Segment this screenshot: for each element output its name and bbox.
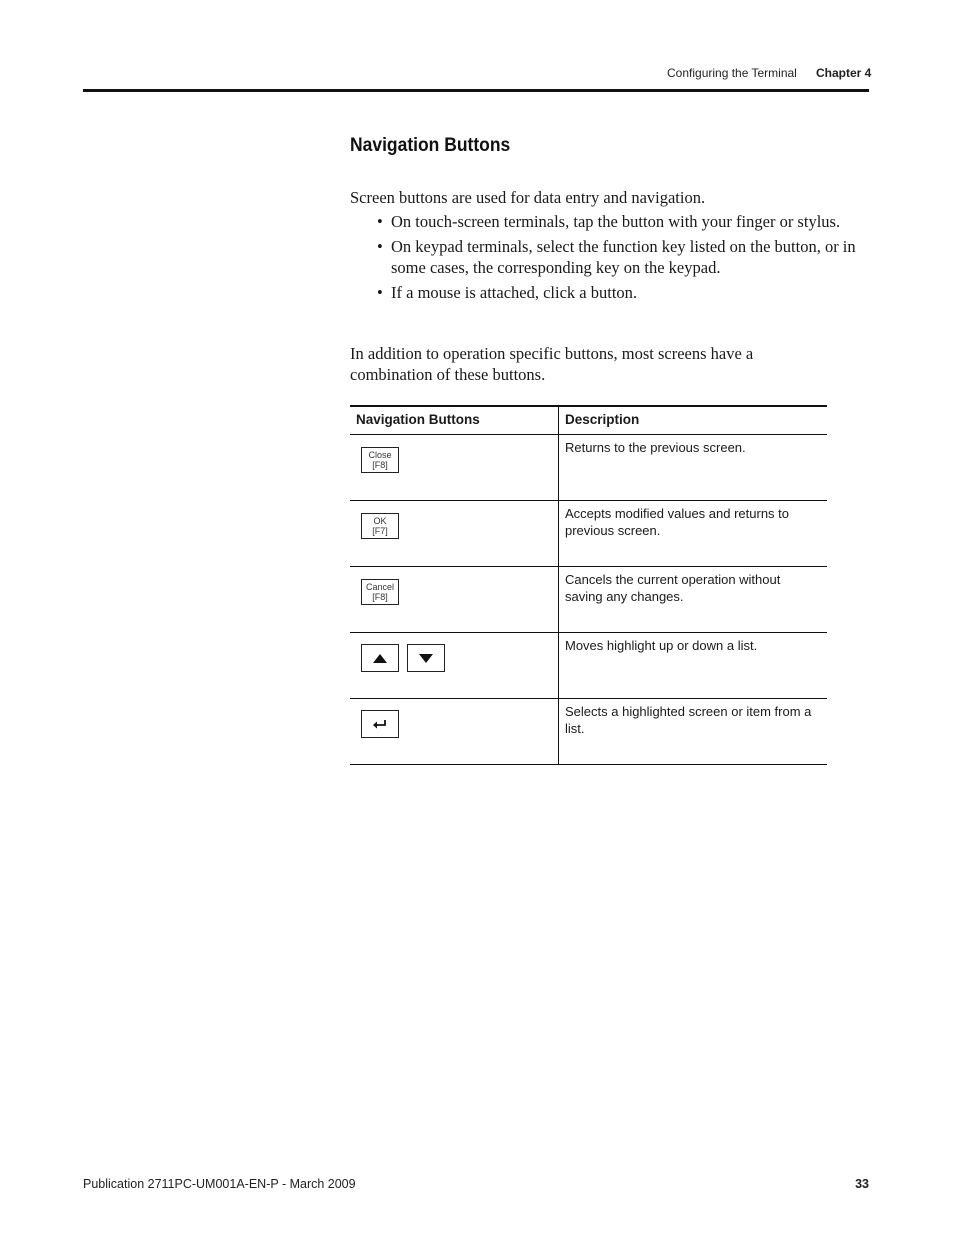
list-item [377,237,872,278]
bullet-icon: • [377,282,383,302]
bullet-text: If a mouse is attached, click a button. [391,282,638,302]
description-cell: Cancels the current operation without saving any changes. [559,567,828,633]
combination-paragraph: In addition to operation specific buttons, most screens have a combination of these buttons. [350,344,754,384]
up-arrow-button[interactable] [361,644,399,672]
description-cell: Selects a highlighted screen or item from a list. [559,699,828,765]
down-arrow-button[interactable] [407,644,445,672]
bullet-text: On keypad terminals, select the function key listed on the button, or in some cases, the corresponding key on the keypad. [391,237,856,277]
button-cell [350,567,559,633]
table-row [350,633,827,699]
running-header-chapter: Chapter 4 [816,66,872,80]
up-arrow-icon [373,654,387,663]
enter-button[interactable] [361,710,399,738]
description-cell: Accepts modified values and returns to previous screen. [559,501,828,567]
bullet-icon: • [377,237,383,256]
section-heading: Navigation Buttons [350,135,511,156]
running-header-section: Configuring the Terminal [667,66,797,80]
list-item [377,212,872,233]
button-label: Cancel [365,582,394,592]
bullet-icon: • [377,212,383,231]
table-header-row [350,406,827,435]
down-arrow-icon [419,654,433,663]
close-button[interactable] [361,447,399,473]
intro-paragraph: Screen buttons are used for data entry and navigation. [350,188,706,207]
description-cell: Moves highlight up or down a list. [559,633,828,699]
table-row [350,699,827,765]
cancel-button[interactable] [361,579,399,605]
header-rule [83,89,869,92]
button-key: [F8] [372,592,388,602]
bullet-text: On touch-screen terminals, tap the button with your finger or stylus. [391,212,841,231]
description-cell: Returns to the previous screen. [559,435,828,501]
table-row [350,435,827,501]
bullet-list [377,212,872,308]
table-row [350,501,827,567]
button-key: [F7] [372,526,388,536]
button-cell [350,699,559,765]
ok-button[interactable] [361,513,399,539]
column-header-description: Description [559,406,828,435]
button-cell [350,435,559,501]
footer-publication: Publication 2711PC-UM001A-EN-P - March 2009 [83,1177,356,1191]
button-label: Close [368,450,392,460]
table-row [350,567,827,633]
enter-return-icon [372,719,388,729]
button-cell [350,501,559,567]
button-cell [350,633,559,699]
button-label: OK [373,516,387,526]
button-key: [F8] [372,460,388,470]
navigation-buttons-table [350,405,827,765]
column-header-buttons: Navigation Buttons [350,406,559,435]
list-item [377,283,872,304]
page-number: 33 [855,1177,869,1191]
